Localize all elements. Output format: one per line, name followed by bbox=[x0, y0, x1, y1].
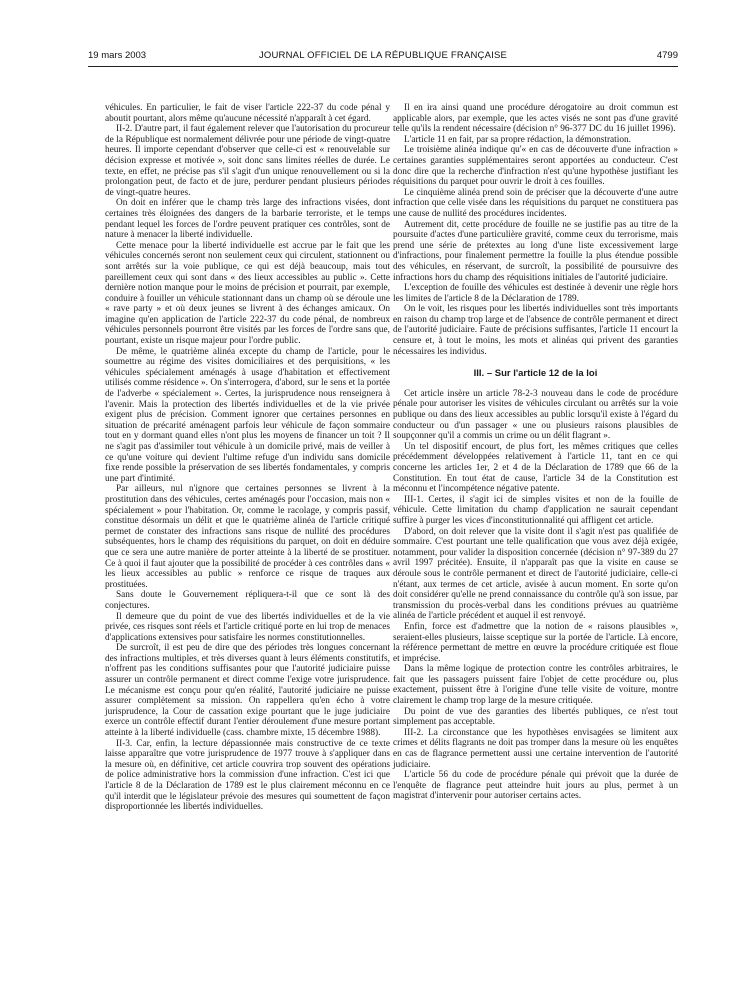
paragraph: Cette menace pour la liberté individuelle est accrue par le fait que les véhicules concernés seront non seulement ceux qui circulent, stationnent ou sont arrêtés sur la voie publique, ce qui est déjà beaucoup, mais tout pareillement ceux qui sont dans « des lieux accessibles au public ». Cette dernière notion manque pour le moins de précision et pourrait, par exemple, conduire à fouiller un véhicule stationnant dans un champ où se déroule une « rave party » et où deux jeunes se livrent à des échanges amicaux. On imagine qu'en application de l'article 222-37 du code pénal, de nombreux véhicules personnels pourront être visités par les forces de l'ordre sans que, pourtant, existe un risque majeur pour l'ordre public. bbox=[105, 240, 390, 347]
paragraph: III-2. La circonstance que les hypothèses envisagées se limitent aux crimes et délits flagrants ne doit pas tromper dans la mesure où les enquêtes en cas de flagrance permettent aussi une certaine intervention de l'autorité judiciaire. bbox=[393, 727, 678, 770]
paragraph: II-3. Car, enfin, la lecture dépassionnée mais constructive de ce texte laisse apparaître que votre jurisprudence de 1977 trouve à s'appliquer dans la mesure où, en définitive, cet article couvrira trop souvent des opérations de police administrative hors la commission d'une infraction. C'est ici que l'article 8 de la Déclaration de 1789 est le plus clairement méconnu en ce qu'il interdit que le législateur prévoie des mesures qui soumettent de façon disproportionnée les libertés individuelles. bbox=[105, 738, 390, 813]
paragraph: Il demeure que du point de vue des libertés individuelles et de la vie privée, ces risques sont réels et l'article critiqué porte en lui trop de menaces d'applications extensives pour satisfaire les normes constitutionnelles. bbox=[105, 611, 390, 643]
paragraph: Le troisième alinéa indique qu'« en cas de découverte d'une infraction » certaines garanties supplémentaires seront apportées au conducteur. C'est donc dire que la recherche d'infraction n'est qu'une hypothèse justifiant les réquisitions du parquet pour ouvrir le droit à ces fouilles. bbox=[393, 145, 678, 188]
paragraph: L'exception de fouille des véhicules est destinée à devenir une règle hors les limites de l'article 8 de la Déclaration de 1789. bbox=[393, 283, 678, 304]
paragraph: L'article 11 en fait, par sa propre rédaction, la démonstration. bbox=[404, 134, 631, 145]
paragraph: De même, le quatrième alinéa excepte du champ de l'article, pour le soumettre au régime des visites domiciliaires et des perquisitions, « les véhicules spécialement aménagés à usage d'habitation et effectivement utilisés comme résidence ». On s'interrogera, d'abord, sur le sens et la portée de l'adverbe « spécialement ». Certes, la jurisprudence nous renseignera à l'avenir. Mais la protection des libertés individuelles et de la vie privée exigent plus de précision. Comment ignorer que certaines personnes en situation de précarité aménagent parfois leur véhicule de façon sommaire tout en y dormant quand elles n'ont plus les moyens de financer un toit ? Il ne s'agit pas d'assimiler tout véhicule à un domicile privé, mais de veiller à ce qu'une voiture qui devient l'ultime refuge d'un individu sans domicile fixe rende possible la préservation de ses libertés fondamentales, y compris une part d'intimité. bbox=[105, 346, 390, 484]
paragraph: L'article 56 du code de procédure pénale qui prévoit que la durée de l'enquête de flagrance peut atteindre huit jours au plus, permet à un magistrat d'intervenir pour autoriser certains actes. bbox=[393, 770, 678, 802]
paragraph: III-1. Certes, il s'agit ici de simples visites et non de la fouille de véhicule. Cette limitation du champ d'application ne saurait cependant suffire à purger les vices d'inconstitutionnalité qui affligent cet article. bbox=[393, 494, 678, 526]
paragraph: Sans doute le Gouvernement répliquera-t-il que ce sont là des conjectures. bbox=[105, 590, 390, 611]
paragraph: Il en ira ainsi quand une procédure dérogatoire au droit commun est applicable alors, par exemple, que les actes visés ne sont pas d'une gravité telle qu'ils la rendent nécessaire (décision n° 96-377 DC du 16 juillet 1996). bbox=[393, 103, 678, 135]
paragraph: véhicules. En particulier, le fait de viser l'article 222-37 du code pénal y aboutit pourtant, alors même qu'aucune nécessité n'apparaît à cet égard. bbox=[105, 103, 390, 124]
paragraph: Cet article insère un article 78-2-3 nouveau dans le code de procédure pénale pour autoriser les visites de véhicules circulant ou arrêtés sur la voie publique ou dans des lieux accessibles au public lorsqu'il existe à l'égard du conducteur ou d'un passager « une ou plusieurs raisons plausibles de soupçonner qu'il a commis un crime ou un délit flagrant ». bbox=[393, 388, 678, 442]
right-column bbox=[393, 103, 678, 802]
paragraph: II-2. D'autre part, il faut également relever que l'autorisation du procureur de la République est normalement délivrée pour une période de vingt-quatre heures. Il importe cependant d'observer que celle-ci est « renouvelable sur décision expresse et motivée », soit donc sans limites réelles de durée. Le texte, en effet, ne précise pas s'il s'agit d'un unique renouvellement ou si la prolongation peut, de facto et de jure, perdurer pendant plusieurs périodes de vingt-quatre heures. bbox=[105, 124, 390, 198]
issue-date: 19 mars 2003 bbox=[88, 50, 147, 61]
paragraph: Un tel dispositif encourt, de plus fort, les mêmes critiques que celles précédemment développées relativement à l'article 11, tant en ce qui concerne les articles 1er, 2 et 4 de la Déclaration de 1789 que 66 de la Constitution. En tout état de cause, l'article 34 de la Constitution est méconnu et l'incompétence négative patente. bbox=[393, 441, 678, 495]
paragraph: Le cinquième alinéa prend soin de préciser que la découverte d'une autre infraction que celle visée dans les réquisitions du parquet ne constituera pas une cause de nullité des procédures incidentes. bbox=[393, 187, 678, 219]
paragraph: Dans la même logique de protection contre les contrôles arbitraires, le fait que les passagers puissent faire l'objet de cette procédure ou, plus exactement, puissent être à l'origine d'une telle visite de voiture, montre clairement le champ trop large de la mesure critiquée. bbox=[393, 664, 678, 707]
paragraph: Enfin, force est d'admettre que la notion de « raisons plausibles », seraient-elles plusieurs, laisse sceptique sur la portée de l'article. Là encore, la référence permettant de mettre en œuvre la procédure critiquée est floue et imprécise. bbox=[393, 621, 678, 664]
paragraph: Du point de vue des garanties des libertés publiques, ce n'est tout simplement pas acceptable. bbox=[393, 706, 678, 728]
paragraph: Autrement dit, cette procédure de fouille ne se justifie pas au titre de la poursuite d'actes d'une particulière gravité, comme ceux du terrorisme, mais prend une série de prétextes au long d'une liste excessivement large d'infractions, pour finalement permettre la fouille la plus étendue possible des véhicules, en réservant, de surcroît, la possibilité de poursuivre des infractions hors du champ des réquisitions initiales de l'autorité judiciaire. bbox=[393, 219, 678, 283]
section-heading: III. – Sur l'article 12 de la loi bbox=[473, 368, 598, 380]
paragraph: On doit en inférer que le champ très large des infractions visées, dont certaines très éloignées des dangers de la barbarie terroriste, et le temps pendant lequel les forces de l'ordre peuvent pratiquer ces contrôles, sont de nature à menacer la liberté individuelle. bbox=[105, 198, 390, 241]
paragraph: Par ailleurs, nul n'ignore que certaines personnes se livrent à la prostitution dans des véhicules, certes aménagés pour l'occasion, mais non « spécialement » pour l'habitation. Or, comme le racolage, y compris passif, constitue désormais un délit et que le quatrième alinéa de l'article critiqué permet de constater des infractions sans risque de nullité des procédures subséquentes, hors le champ des réquisitions du parquet, on doit en déduire que ce sera une autre manière de porter atteinte à la liberté de se prostituer. Ce à quoi il faut ajouter que la possibilité de procéder à ces contrôles dans « les lieux accessibles au public » renforce ce risque de traques aux prostituées. bbox=[105, 484, 390, 590]
paragraph: On le voit, les risques pour les libertés individuelles sont très importants en raison du champ trop large et de l'absence de contrôle permanent et direct de l'autorité judiciaire. Faute de précisions suffisantes, l'article 11 encourt la censure et, à tout le moins, les mots et alinéas qui privent des garanties nécessaires les individus. bbox=[393, 304, 678, 357]
page-number: 4799 bbox=[656, 50, 678, 61]
header-rule bbox=[88, 66, 678, 67]
left-column bbox=[105, 103, 390, 813]
paragraph: D'abord, on doit relever que la visite dont il s'agit n'est pas qualifiée de sommaire. C'est pourtant une telle qualification que vous avez déjà exigée, notamment, pour valider la disposition concernée (décision n° 97-389 du 27 avril 1997 précitée). Ensuite, il n'apparaît pas que la visite en cause se déroule sous le contrôle permanent et direct de l'autorité judiciaire, celle-ci n'étant, aux termes de cet article, avisée à aucun moment. En sorte qu'on doit considérer qu'elle ne prend connaissance du contrôle qu'à son issue, par transmission du procès-verbal dans les conditions prévues au quatrième alinéa de l'article précédent et auquel il est renvoyé. bbox=[393, 526, 678, 622]
running-header bbox=[88, 50, 678, 64]
journal-title: JOURNAL OFFICIEL DE LA RÉPUBLIQUE FRANÇAISE bbox=[258, 50, 508, 61]
paragraph: De surcroît, il est peu de dire que des périodes très longues concernant des infractions multiples, et très diverses quant à leurs éléments constitutifs, n'offrent pas les conditions suffisantes pour que l'autorité judiciaire puisse assurer un contrôle permanent et direct comme l'exige votre jurisprudence. Le mécanisme est conçu pour qu'en réalité, l'autorité judiciaire ne puisse assurer complètement sa mission. On rappellera qu'en écho à votre jurisprudence, la Cour de cassation exige pourtant que le juge judiciaire exerce un contrôle effectif durant l'entier déroulement d'une mesure portant atteinte à la liberté individuelle (cass. chambre mixte, 15 décembre 1988). bbox=[105, 643, 390, 739]
